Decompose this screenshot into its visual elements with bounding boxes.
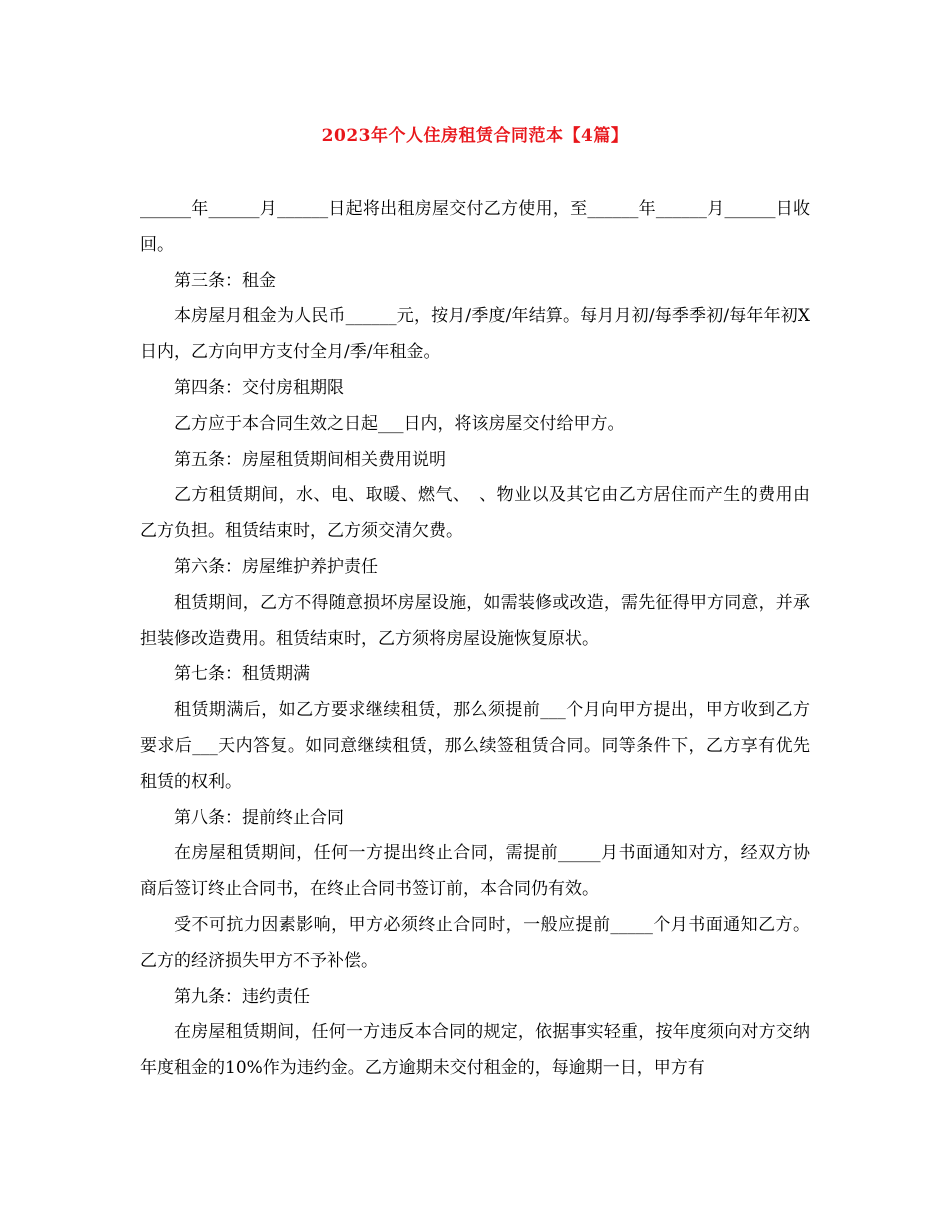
clause-heading-8: 第八条：提前终止合同 — [174, 807, 344, 828]
paragraph-rent: 本房屋月租金为人民币______元，按月/季度/年结算。每月月初/每季季初/每年年初X日内，乙方向甲方支付全月/季/年租金。 — [140, 306, 810, 363]
paragraph-continuation: ______年______月______日起将出租房屋交付乙方使用，至______年______月______日收回。 — [140, 199, 810, 255]
document-body — [140, 192, 810, 1087]
paragraph-rent-deadline: 乙方应于本合同生效之日起___日内，将该房屋交付给甲方。 — [174, 413, 625, 434]
clause-heading-3: 第三条：租金 — [174, 270, 276, 291]
clause-heading-6: 第六条：房屋维护养护责任 — [174, 556, 378, 577]
document-title: 2023年个人住房租赁合同范本【4篇】 — [321, 126, 629, 146]
paragraph-liability: 在房屋租赁期间，任何一方违反本合同的规定，依据事实轻重，按年度须向对方交纳年度租金的10%作为违约金。乙方逾期未交付租金的，每逾期一日，甲方有 — [140, 1022, 810, 1079]
paragraph-expiry: 租赁期满后，如乙方要求继续租赁，那么须提前___个月向甲方提出，甲方收到乙方要求后___天内答复。如同意继续租赁，那么续签租赁合同。同等条件下，乙方享有优先租赁的权利。 — [140, 700, 810, 792]
clause-heading-7: 第七条：租赁期满 — [174, 664, 310, 685]
paragraph-fees: 乙方租赁期间，水、电、取暖、燃气、 、物业以及其它由乙方居住而产生的费用由乙方负担。租赁结束时，乙方须交清欠费。 — [140, 485, 810, 542]
clause-heading-5: 第五条：房屋租赁期间相关费用说明 — [174, 449, 446, 470]
paragraph-maintenance: 租赁期间，乙方不得随意损坏房屋设施，如需装修或改造，需先征得甲方同意，并承担装修改造费用。租赁结束时，乙方须将房屋设施恢复原状。 — [140, 592, 810, 649]
clause-heading-4: 第四条：交付房租期限 — [174, 377, 344, 398]
paragraph-early-termination: 在房屋租赁期间，任何一方提出终止合同，需提前_____月书面通知对方，经双方协商后签订终止合同书，在终止合同书签订前，本合同仍有效。 — [140, 843, 810, 900]
clause-heading-9: 第九条：违约责任 — [174, 986, 310, 1007]
paragraph-force-majeure: 受不可抗力因素影响，甲方必须终止合同时，一般应提前_____个月书面通知乙方。乙方的经济损失甲方不予补偿。 — [140, 914, 810, 971]
